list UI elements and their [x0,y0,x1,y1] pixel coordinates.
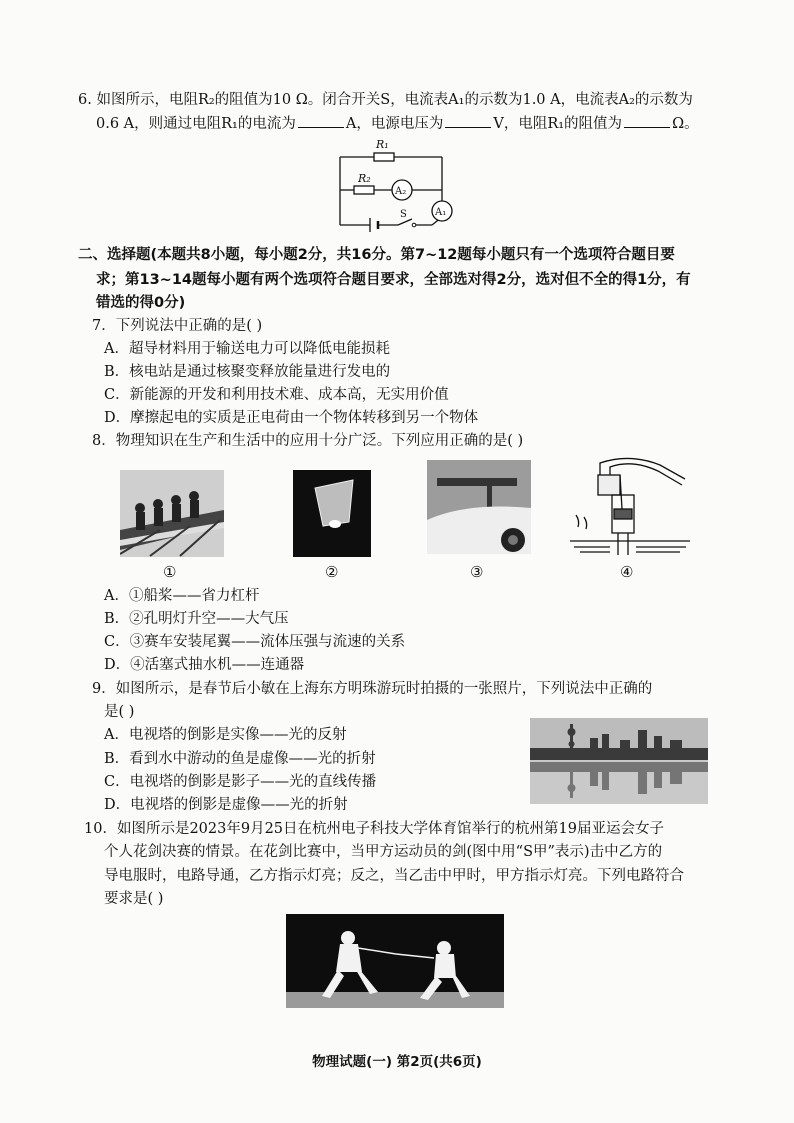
circuit-diagram [330,135,460,235]
switch-contact [412,223,416,227]
image-label-4: ④ [620,563,634,581]
q9-option-c: C．电视塔的倒影是影子——光的直线传播 [104,774,377,790]
label-r1: R₁ [376,138,389,151]
q9-option-b: B．看到水中游动的鱼是虚像——光的折射 [104,751,376,767]
image-label-1: ① [163,563,177,581]
q8-option-c: C．③赛车安装尾翼——流体压强与流速的关系 [104,634,406,650]
q8-stem: 8．物理知识在生产和生活中的应用十分广泛。下列应用正确的是( ) [92,433,524,449]
piston-pump-diagram [570,455,690,557]
q7-option-b: B．核电站是通过核聚变释放能量进行发电的 [104,364,391,380]
image-label-3: ③ [470,563,484,581]
label-a2: A₂ [395,186,407,197]
q7-option-d: D．摩擦起电的实质是正电荷由一个物体转移到另一个物体 [104,410,479,426]
q7-option-c: C．新能源的开发和利用技术难、成本高，无实用价值 [104,387,449,403]
q6-text-d: Ω。 [672,116,699,132]
q9-stem-line2: 是( ) [104,704,135,720]
q9-option-d: D．电视塔的倒影是虚像——光的折射 [104,797,348,813]
answer-blank-2 [445,114,491,128]
q9-option-a: A．电视塔的倒影是实像——光的反射 [104,727,347,743]
resistor-r1 [374,153,394,161]
label-a1: A₁ [435,207,447,218]
q9-stem-line1: 9．如图所示，是春节后小敏在上海东方明珠游玩时拍摄的一张照片，下列说法中正确的 [92,681,653,697]
fencing-match-photo [286,914,504,1008]
q6-line1: 6. 如图所示，电阻R₂的阻值为10 Ω。闭合开关S，电流表A₁的示数为1.0 A，电流表A₂的示数为 [78,92,693,108]
q7-option-a: A．超导材料用于输送电力可以降低电能损耗 [104,341,390,357]
section-heading-line3: 错选的得0分) [96,295,186,311]
section-heading-line1: 二、选择题(本题共8小题，每小题2分，共16分。第7~12题每小题只有一个选项符合题目要 [78,247,675,263]
label-switch: S [400,209,407,220]
q6-text-b: A，电源电压为 [345,116,444,132]
sky-lantern-photo [293,470,371,557]
q7-stem: 7．下列说法中正确的是( ) [92,318,263,334]
rowing-boat-photo [120,470,224,557]
q8-option-d: D．④活塞式抽水机——连通器 [104,657,305,673]
answer-blank-1 [298,114,344,128]
q10-line1: 10．如图所示是2023年9月25日在杭州电子科技大学体育馆举行的杭州第19届亚运会女子 [84,821,664,837]
image-label-2: ② [325,563,339,581]
q6-line2 [96,114,699,134]
answer-blank-3 [624,114,670,128]
q8-option-a: A．①船桨——省力杠杆 [104,588,260,604]
q10-line4: 要求是( ) [104,891,164,907]
resistor-r2 [354,186,374,194]
q10-line3: 导电服时，电路导通，乙方指示灯亮；反之，当乙击中甲时，甲方指示灯亮。下列电路符合 [104,868,684,884]
q10-line2: 个人花剑决赛的情景。在花剑比赛中，当甲方运动员的剑(图中用“S甲”表示)击中乙方的 [104,844,663,860]
q6-text-a: 0.6 A，则通过电阻R₁的电流为 [96,116,296,132]
label-r2: R₂ [358,172,371,185]
race-car-wing-photo [427,460,531,554]
pearl-tower-reflection-photo [530,718,708,804]
section-heading-line2: 求；第13~14题每小题有两个选项符合题目要求，全部选对得2分，选对但不全的得1分，有 [96,272,691,288]
page-footer: 物理试题(一) 第2页(共6页) [312,1054,482,1070]
q8-option-b: B．②孔明灯升空——大气压 [104,611,289,627]
q6-text-c: V，电阻R₁的阻值为 [493,116,623,132]
